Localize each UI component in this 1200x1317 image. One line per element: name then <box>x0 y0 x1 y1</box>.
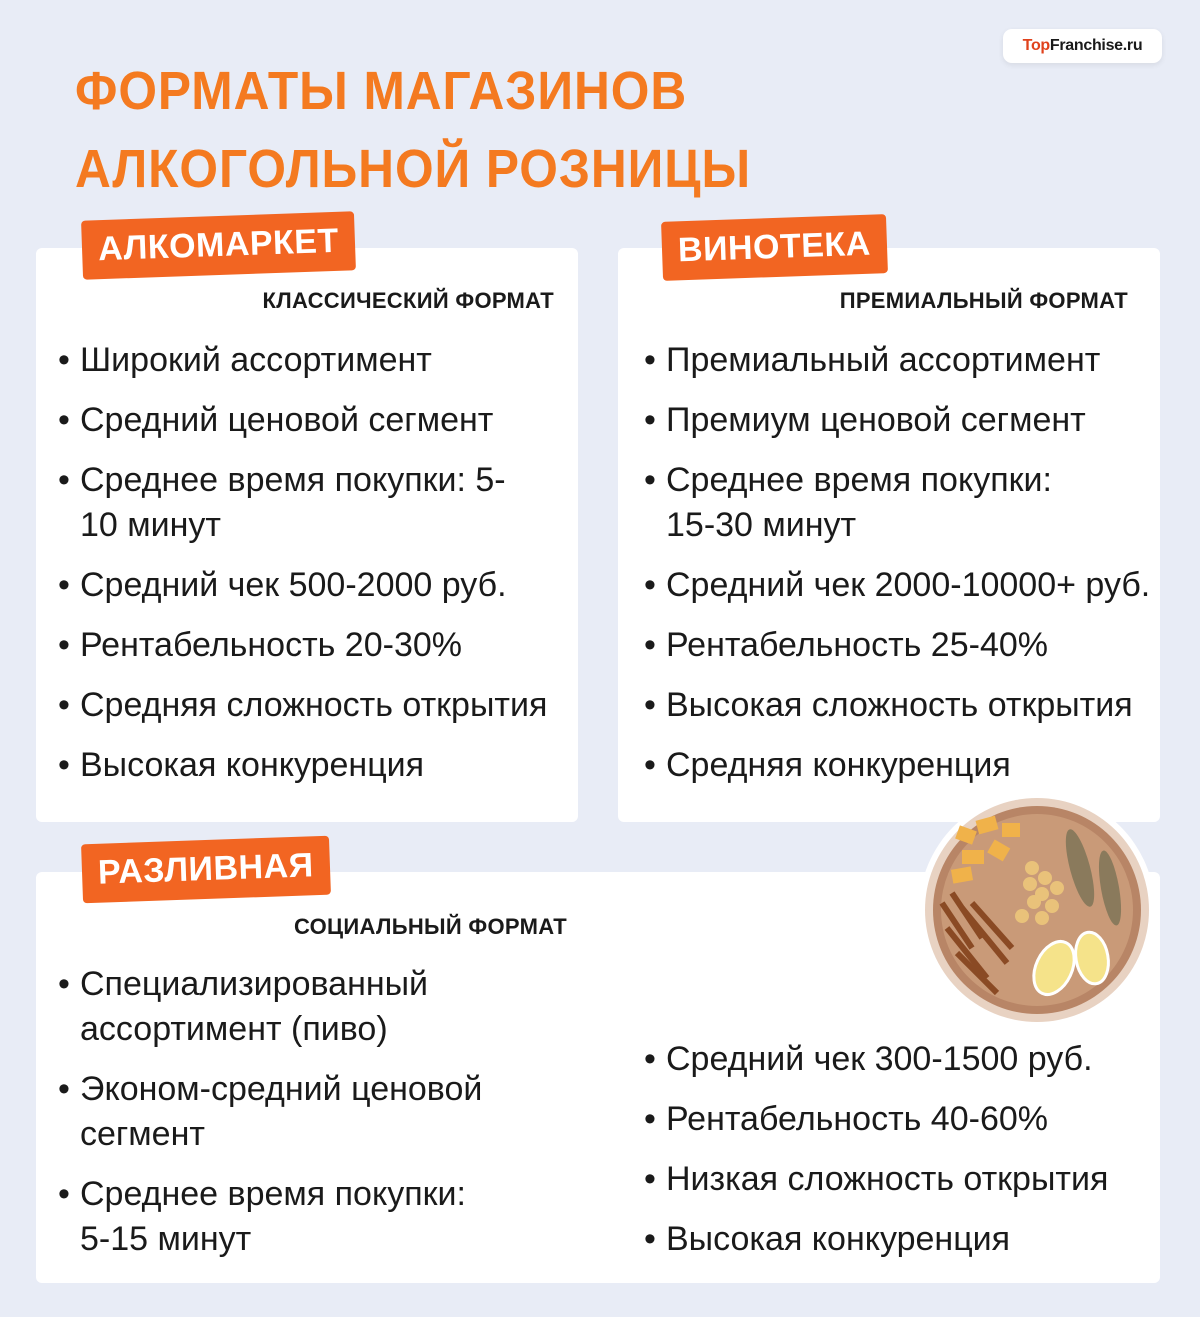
list-item: • Среднее время покупки: 5-10 минут <box>58 458 508 548</box>
list-item: • Средний чек 500-2000 руб. <box>58 563 578 608</box>
list-item: • Средняя конкуренция <box>644 743 1160 788</box>
list-item: • Среднее время покупки: 5-15 минут <box>58 1172 498 1262</box>
badge-alkomarket: АЛКОМАРКЕТ <box>81 211 356 279</box>
list-item: • Премиальный ассортимент <box>644 338 1160 383</box>
feature-list <box>58 338 578 803</box>
badge-vinoteka: ВИНОТЕКА <box>661 214 888 281</box>
list-item: • Рентабельность 40-60% <box>644 1097 1160 1142</box>
list-item: • Специализированный ассортимент (пиво) <box>58 962 538 1052</box>
list-item: • Широкий ассортимент <box>58 338 578 383</box>
card-vinoteka <box>618 248 1160 822</box>
list-item: • Средняя сложность открытия <box>58 683 578 728</box>
list-item: • Средний чек 2000-10000+ руб. <box>644 563 1160 608</box>
list-item: • Средний ценовой сегмент <box>58 398 578 443</box>
list-item: • Рентабельность 25-40% <box>644 623 1160 668</box>
card-subtitle: ПРЕМИАЛЬНЫЙ ФОРМАТ <box>839 288 1128 313</box>
page-title: ФОРМАТЫ МАГАЗИНОВ АЛКОГОЛЬНОЙ РОЗНИЦЫ <box>75 61 752 199</box>
feature-list-right <box>644 1037 1160 1277</box>
list-item: • Высокая конкуренция <box>644 1217 1160 1262</box>
list-item: • Премиум ценовой сегмент <box>644 398 1160 443</box>
snacks-plate-image <box>912 788 1162 1033</box>
card-alkomarket <box>36 248 578 822</box>
feature-list <box>644 338 1160 803</box>
list-item: • Рентабельность 20-30% <box>58 623 578 668</box>
list-item: • Средний чек 300-1500 руб. <box>644 1037 1160 1082</box>
list-item: • Высокая конкуренция <box>58 743 578 788</box>
list-item: • Среднее время покупки: 15-30 минут <box>644 458 1094 548</box>
list-item: • Эконом-средний ценовой сегмент <box>58 1067 538 1157</box>
badge-razlivnaya: РАЗЛИВНАЯ <box>81 836 331 904</box>
list-item: • Низкая сложность открытия <box>644 1157 1160 1202</box>
card-subtitle: СОЦИАЛЬНЫЙ ФОРМАТ <box>294 914 568 939</box>
card-subtitle: КЛАССИЧЕСКИЙ ФОРМАТ <box>262 288 554 313</box>
list-item: • Высокая сложность открытия <box>644 683 1160 728</box>
feature-list <box>58 962 538 1277</box>
topfranchise-logo: TopFranchise.ru <box>1003 29 1162 63</box>
